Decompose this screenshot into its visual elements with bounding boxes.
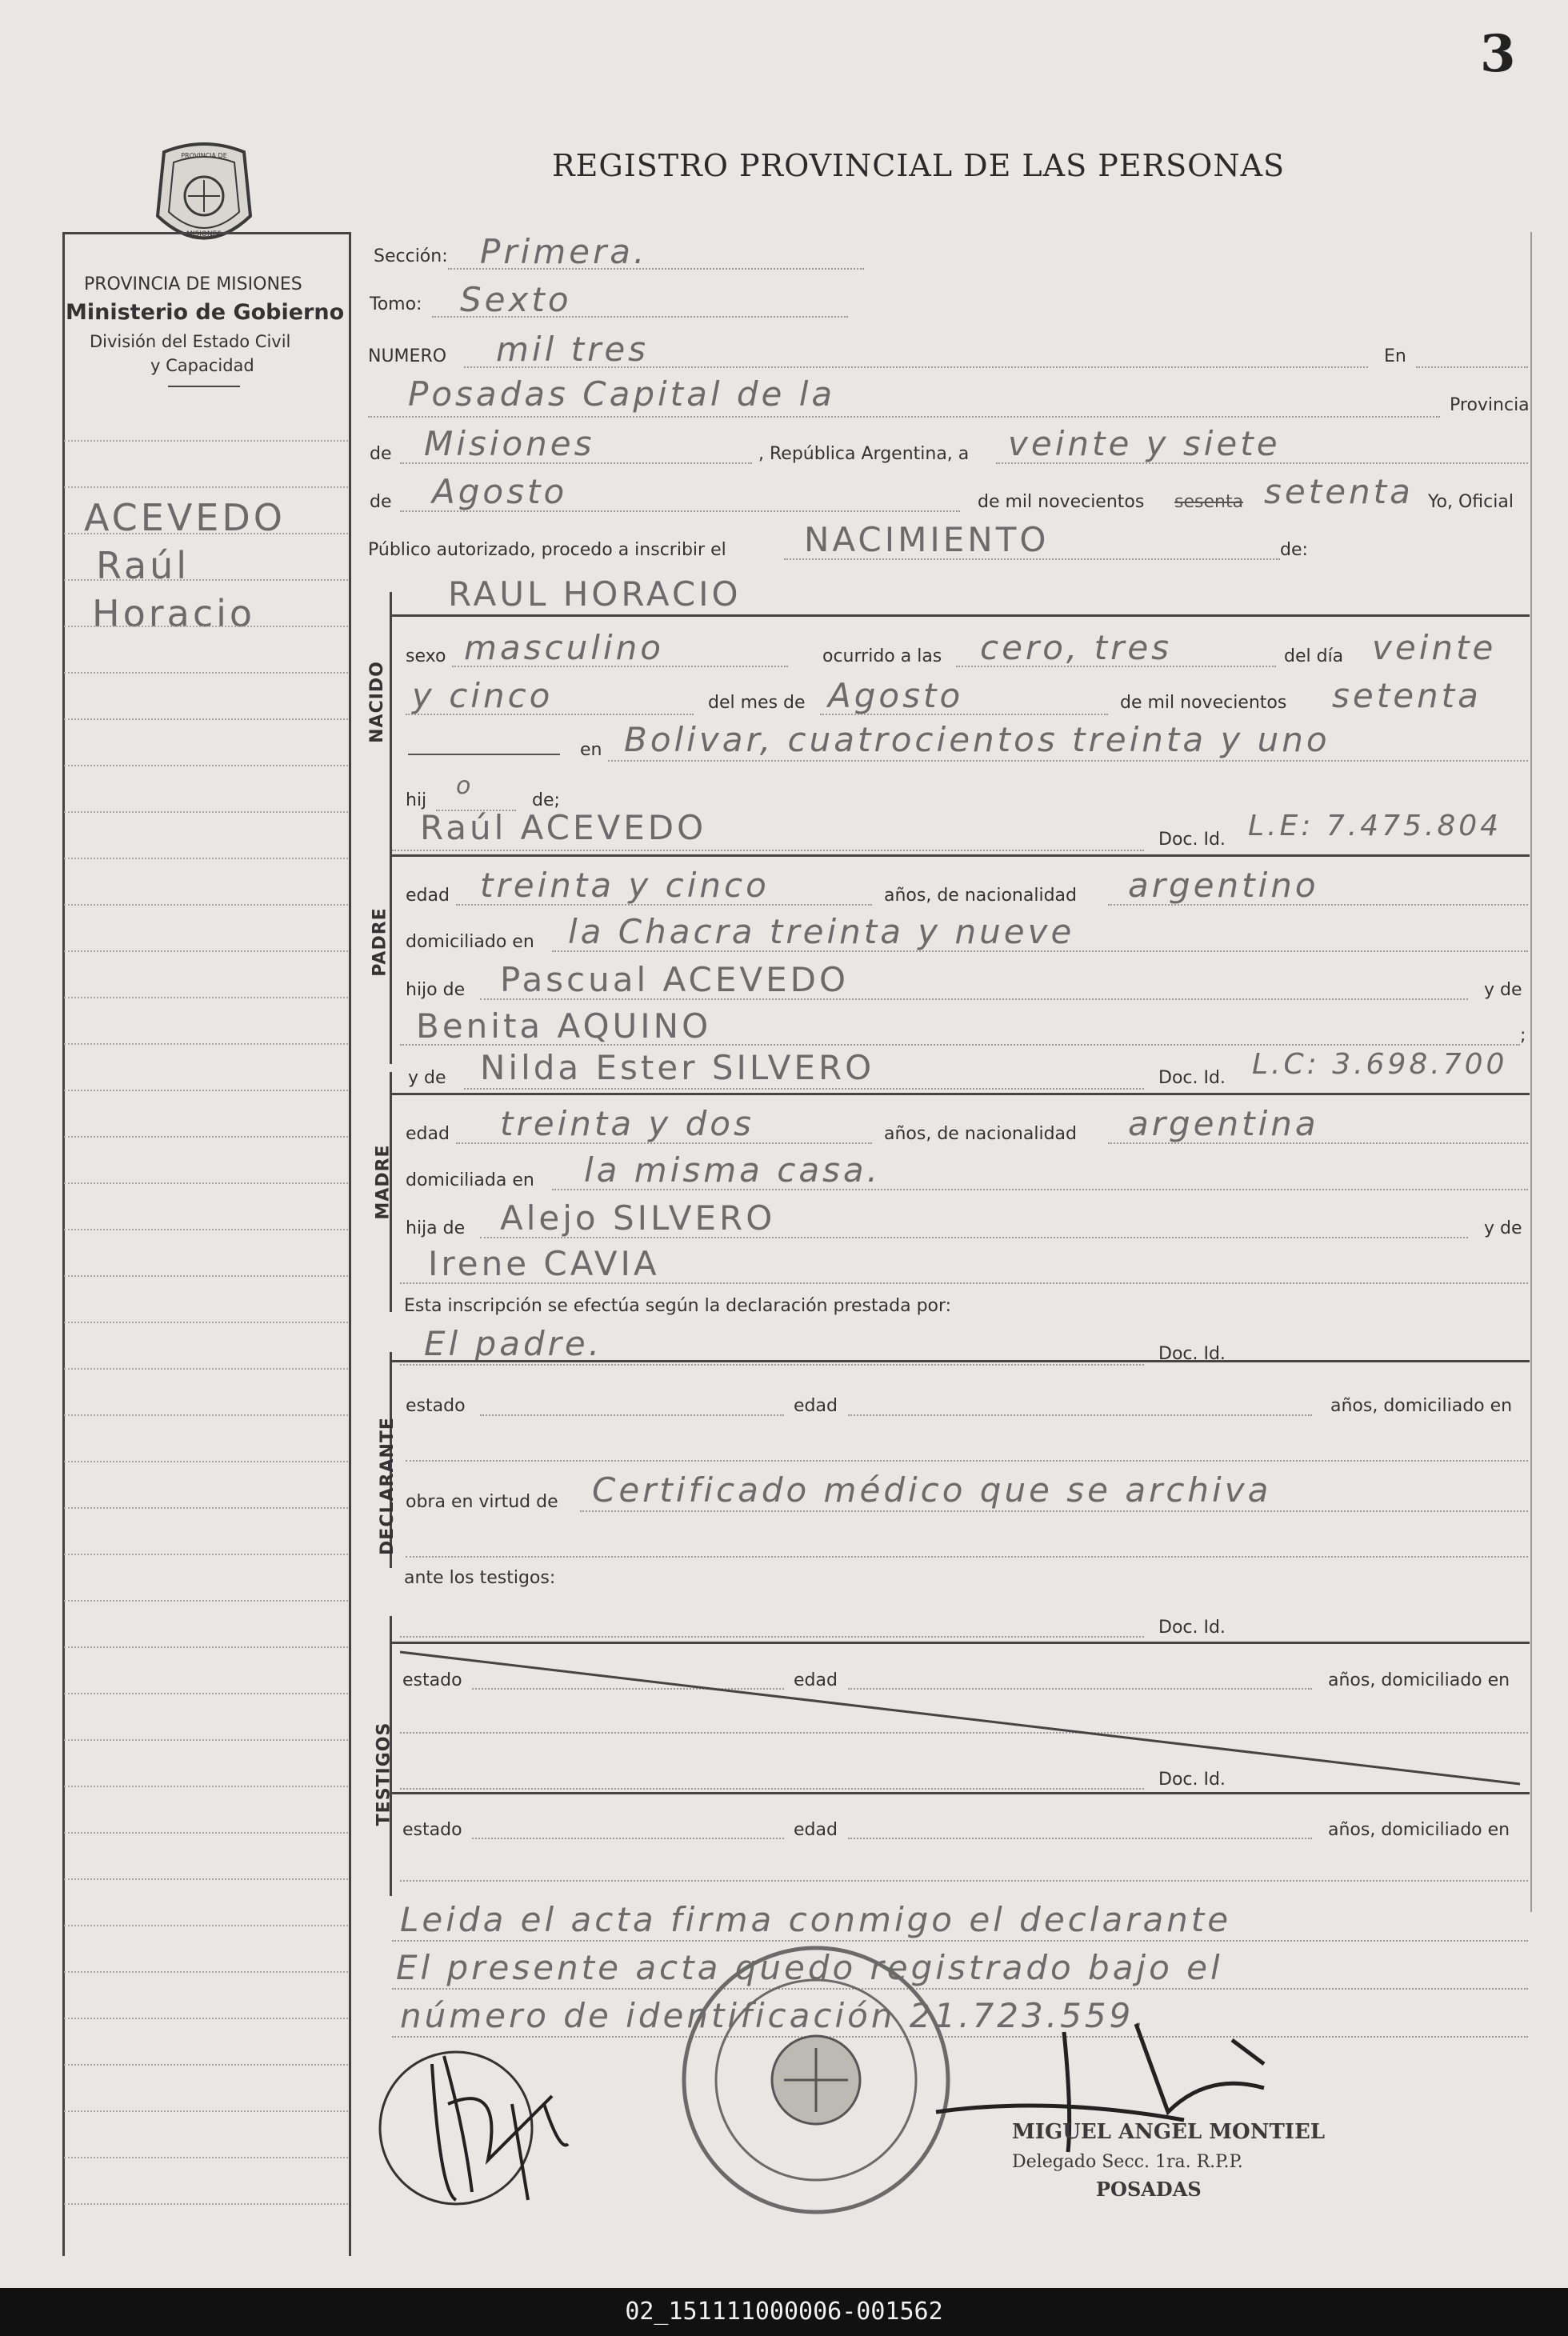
- testigo-2-estado-dots: [472, 1838, 784, 1839]
- seccion-value: Primera.: [480, 232, 648, 271]
- section-madre: MADRE: [373, 1144, 394, 1220]
- left-column-rule: [64, 579, 348, 581]
- cierre-line-1: Leida el acta firma conmigo el declarante: [400, 1900, 1232, 1939]
- padre-padre-dots: [480, 998, 1468, 1000]
- left-column-rule: [64, 1275, 348, 1277]
- margin-note-name-2: Horacio: [92, 592, 256, 635]
- padre-dom-dots: [552, 950, 1528, 952]
- left-column-rule: [64, 1136, 348, 1138]
- section-testigos: TESTIGOS: [374, 1722, 394, 1826]
- madre-doc-value: L.C: 3.698.700: [1252, 1048, 1508, 1081]
- padre-top-rule: [390, 854, 1530, 857]
- madre-nombre-value: Nilda Ester SILVERO: [480, 1048, 875, 1087]
- fecha-mes-dots: [400, 510, 960, 512]
- hora-value: cero, tres: [980, 628, 1173, 667]
- testigos-top-rule: [390, 1642, 1530, 1644]
- semicolon-label: ;: [1520, 1026, 1526, 1046]
- padre-madre-value: Benita AQUINO: [416, 1006, 712, 1046]
- declarante-dots: [400, 1364, 1144, 1366]
- ministry-underline: [168, 386, 240, 387]
- left-column-rule: [64, 1322, 348, 1323]
- de-colon-label: de:: [1280, 540, 1308, 560]
- ministry-line-4: y Capacidad: [150, 356, 254, 375]
- lugar-nac-value: Bolivar, cuatrocientos treinta y uno: [624, 720, 1330, 759]
- section-padre: PADRE: [370, 907, 390, 977]
- de-label-1: de: [370, 444, 392, 464]
- padre-nac-value: argentino: [1128, 866, 1319, 905]
- left-column-top-rule: [62, 232, 349, 234]
- left-column-rule: [64, 1554, 348, 1555]
- madre-dom-value: la misma casa.: [584, 1150, 882, 1190]
- left-column-rule: [64, 2157, 348, 2158]
- left-column-rule: [64, 1832, 348, 1834]
- del-dia-label: del día: [1284, 646, 1344, 666]
- left-column-rule: [64, 858, 348, 859]
- madre-edad-dots: [456, 1142, 872, 1144]
- left-column-rule: [64, 1461, 348, 1462]
- left-column-rule: [64, 1739, 348, 1741]
- ministry-line-2: Ministerio de Gobierno: [66, 300, 345, 325]
- madre-dom-dots: [552, 1189, 1528, 1190]
- left-column-rule: [64, 1786, 348, 1787]
- anio-struck-value: sesenta: [1174, 492, 1244, 512]
- left-column-rule: [64, 904, 348, 906]
- lugar-value: Posadas Capital de la: [408, 374, 836, 414]
- cierre-line-2: El presente acta quedo registrado bajo el: [396, 1948, 1223, 1987]
- numero-label: NUMERO: [368, 346, 447, 366]
- en-dots: [1416, 366, 1528, 368]
- footer-caption: 02_151111000006-001562: [0, 2288, 1568, 2336]
- acto-value: NACIMIENTO: [804, 520, 1050, 559]
- form-right-border: [1530, 232, 1532, 1912]
- de-semi-label: de;: [532, 790, 560, 810]
- left-column-rule: [64, 1229, 348, 1230]
- declarante-dom-dots: [406, 1460, 1528, 1462]
- stamp-line-3: POSADAS: [1096, 2178, 1202, 2201]
- left-column-rule: [64, 765, 348, 766]
- yo-oficial-label: Yo, Oficial: [1428, 492, 1514, 512]
- madre-edad-value: treinta y dos: [500, 1104, 754, 1143]
- document-title: REGISTRO PROVINCIAL DE LAS PERSONAS: [552, 148, 1286, 183]
- left-column-rule: [64, 1507, 348, 1509]
- madre-nac-value: argentina: [1128, 1104, 1319, 1143]
- publico-label: Público autorizado, procedo a inscribir el: [368, 540, 726, 560]
- de-mil-nov-label: de mil novecientos: [1120, 693, 1287, 713]
- fecha-dia-value: veinte y siete: [1008, 424, 1281, 463]
- declarante-edad-dots: [848, 1414, 1312, 1416]
- left-column-rule: [64, 2064, 348, 2066]
- fecha-mes-value: Agosto: [432, 472, 568, 511]
- de-mil-label: de mil novecientos: [978, 492, 1145, 512]
- declarante-value: El padre.: [424, 1324, 603, 1363]
- section-declarante: DECLARANTE: [377, 1417, 398, 1555]
- madre-hija-label: hija de: [406, 1218, 466, 1238]
- section-nacido: NACIDO: [366, 661, 387, 743]
- madre-nombre-dots: [464, 1088, 1144, 1090]
- cierre-dots-1: [392, 1940, 1528, 1942]
- mes-value: Agosto: [828, 676, 964, 715]
- left-column-rule: [64, 2018, 348, 2019]
- testigos-mid-rule: [390, 1792, 1530, 1794]
- numero-value: mil tres: [496, 330, 650, 369]
- left-column-rule: [64, 1182, 348, 1184]
- left-column-rule: [64, 486, 348, 488]
- en-label: En: [1384, 346, 1406, 366]
- madre-nac-dots: [1108, 1142, 1528, 1144]
- nacido-top-rule: [390, 614, 1530, 617]
- left-column-rule: [64, 950, 348, 952]
- declarante-top-rule: [390, 1360, 1530, 1362]
- left-column-rule: [64, 533, 348, 534]
- de-label-2: de: [370, 492, 392, 512]
- hij-label: hij: [406, 790, 427, 810]
- cierre-line-3: número de identificación 21.723.559.: [400, 1996, 1148, 2035]
- blank-line: [408, 754, 560, 755]
- padre-nombre-value: Raúl ACEVEDO: [420, 808, 707, 847]
- anio-value: setenta: [1264, 472, 1414, 511]
- padre-nombre-dots: [392, 850, 1144, 851]
- padre-dom-value: la Chacra treinta y nueve: [568, 912, 1075, 951]
- obra-label: obra en virtud de: [406, 1492, 558, 1512]
- left-column-rule: [64, 626, 348, 627]
- madre-madre-value: Irene CAVIA: [428, 1244, 660, 1283]
- ministry-line-3: División del Estado Civil: [90, 332, 291, 351]
- testigo-2-estado-label: estado: [402, 1820, 462, 1840]
- left-column-rule: [64, 1971, 348, 1973]
- madre-yde-label-2: y de: [1484, 1218, 1522, 1238]
- fecha-dia-dots: [996, 462, 1528, 464]
- margin-note-surname: ACEVEDO: [84, 496, 286, 539]
- provincia-value: Misiones: [424, 424, 595, 463]
- ante-label: ante los testigos:: [404, 1568, 556, 1588]
- sexo-value: masculino: [464, 628, 664, 667]
- padre-yde-label: y de: [1484, 980, 1522, 1000]
- testigo-1-estado-label: estado: [402, 1670, 462, 1690]
- stamp-line-2: Delegado Secc. 1ra. R.P.P.: [1012, 2152, 1243, 2172]
- lugar-dots: [368, 416, 1440, 418]
- mes-dots: [820, 714, 1108, 715]
- madre-doc-label: Doc. Id.: [1158, 1068, 1226, 1088]
- left-column-rule: [64, 1414, 348, 1416]
- ministry-line-1: PROVINCIA DE MISIONES: [84, 274, 302, 294]
- dia-value-1: veinte: [1372, 628, 1497, 667]
- left-column-rule: [64, 1368, 348, 1370]
- official-seal-icon: [672, 1936, 960, 2224]
- madre-nac-label: años, de nacionalidad: [884, 1124, 1077, 1144]
- obra-dots: [580, 1510, 1528, 1512]
- padre-padre-value: Pascual ACEVEDO: [500, 960, 850, 999]
- provincia-dots: [400, 462, 752, 464]
- left-column-rule: [64, 1090, 348, 1091]
- del-mes-label: del mes de: [708, 693, 806, 713]
- nombre-value: RAUL HORACIO: [448, 574, 742, 614]
- sexo-label: sexo: [406, 646, 446, 666]
- cancel-strike-line: [400, 1648, 1528, 1792]
- seccion-label: Sección:: [374, 246, 448, 266]
- left-column-rule: [64, 2110, 348, 2112]
- madre-padre-value: Alejo SILVERO: [500, 1198, 776, 1238]
- dia-2-dots: [406, 714, 694, 715]
- sexo-dots: [452, 666, 788, 667]
- padre-doc-value: L.E: 7.475.804: [1248, 810, 1502, 842]
- declarante-edad-label: edad: [794, 1396, 838, 1416]
- inscripcion-label: Esta inscripción se efectúa según la declaración prestada por:: [404, 1296, 952, 1316]
- testigo-2-anios-label: años, domiciliado en: [1328, 1820, 1510, 1840]
- madre-dom-label: domiciliada en: [406, 1170, 534, 1190]
- obra-dots-2: [406, 1556, 1528, 1558]
- acto-dots: [784, 558, 1280, 560]
- madre-edad-label: edad: [406, 1124, 450, 1144]
- left-column-rule: [64, 2203, 348, 2205]
- provincia-label: Provincia: [1450, 395, 1530, 415]
- left-column-rule: [64, 1646, 348, 1648]
- left-column-rule: [64, 811, 348, 813]
- page-number: 3: [1480, 24, 1516, 84]
- declarante-estado-dots: [480, 1414, 784, 1416]
- madre-yde-label: y de: [408, 1068, 446, 1088]
- left-column-rule: [64, 997, 348, 998]
- cierre-dots-2: [392, 1988, 1528, 1990]
- tomo-label: Tomo:: [370, 294, 422, 314]
- testigo-2-edad-label: edad: [794, 1820, 838, 1840]
- hora-dots: [956, 666, 1276, 667]
- left-column-rule: [64, 1600, 348, 1602]
- padre-hijo-label: hijo de: [406, 980, 466, 1000]
- testigo-1-edad-label: edad: [794, 1670, 838, 1690]
- dia-value-2: y cinco: [412, 676, 554, 715]
- madre-madre-dots: [400, 1282, 1528, 1284]
- padre-doc-label: Doc. Id.: [1158, 830, 1226, 850]
- en-nac-label: en: [580, 740, 602, 760]
- testigo-2-doc-label: Doc. Id.: [1158, 1770, 1226, 1790]
- emblem-top-text: PROVINCIA DE: [181, 152, 227, 159]
- testigo-1-dots: [400, 1636, 1144, 1638]
- obra-value: Certificado médico que se archiva: [592, 1470, 1272, 1510]
- left-column-rule: [64, 1878, 348, 1880]
- testigo-1-anios-label: años, domiciliado en: [1328, 1670, 1510, 1690]
- padre-dom-label: domiciliado en: [406, 932, 534, 952]
- signature-left: [368, 2032, 608, 2216]
- left-column-rule: [64, 718, 348, 720]
- nacido-border: [390, 592, 392, 832]
- testigo-2-dom-dots: [400, 1880, 1528, 1882]
- anio-nac-value: setenta: [1332, 676, 1482, 715]
- seccion-dots: [448, 268, 864, 270]
- lugar-nac-dots: [608, 760, 1528, 762]
- left-column-border: [62, 232, 65, 2256]
- declarante-anios-label: años, domiciliado en: [1330, 1396, 1513, 1416]
- left-column-rule: [64, 672, 348, 674]
- left-column-rule: [64, 1043, 348, 1045]
- testigo-1-doc-label: Doc. Id.: [1158, 1618, 1226, 1638]
- tomo-dots: [432, 316, 848, 318]
- testigo-2-edad-dots: [848, 1838, 1312, 1839]
- hij-suffix-value: o: [456, 772, 474, 800]
- madre-top-rule: [390, 1093, 1530, 1095]
- left-column-rule: [64, 1693, 348, 1694]
- padre-nac-dots: [1108, 904, 1528, 906]
- padre-edad-value: treinta y cinco: [480, 866, 770, 905]
- padre-edad-dots: [456, 904, 872, 906]
- madre-padre-dots: [480, 1237, 1468, 1238]
- emblem-bottom-text: MISIONES: [186, 230, 222, 238]
- padre-madre-dots: [400, 1044, 1520, 1046]
- margin-note-name-1: Raúl: [96, 544, 190, 587]
- padre-nac-label: años, de nacionalidad: [884, 886, 1077, 906]
- left-column-rule: [64, 1925, 348, 1926]
- padre-edad-label: edad: [406, 886, 450, 906]
- ocurrido-label: ocurrido a las: [822, 646, 942, 666]
- tomo-value: Sexto: [460, 280, 572, 319]
- province-emblem-icon: [148, 140, 260, 260]
- left-column-divider: [349, 232, 351, 2256]
- declarante-estado-label: estado: [406, 1396, 466, 1416]
- numero-dots: [464, 366, 1368, 368]
- left-column-rule: [64, 440, 348, 442]
- republica-label: , República Argentina, a: [758, 444, 970, 464]
- stamp-line-1: MIGUEL ANGEL MONTIEL: [1012, 2120, 1326, 2144]
- declarante-doc-label: Doc. Id.: [1158, 1344, 1226, 1364]
